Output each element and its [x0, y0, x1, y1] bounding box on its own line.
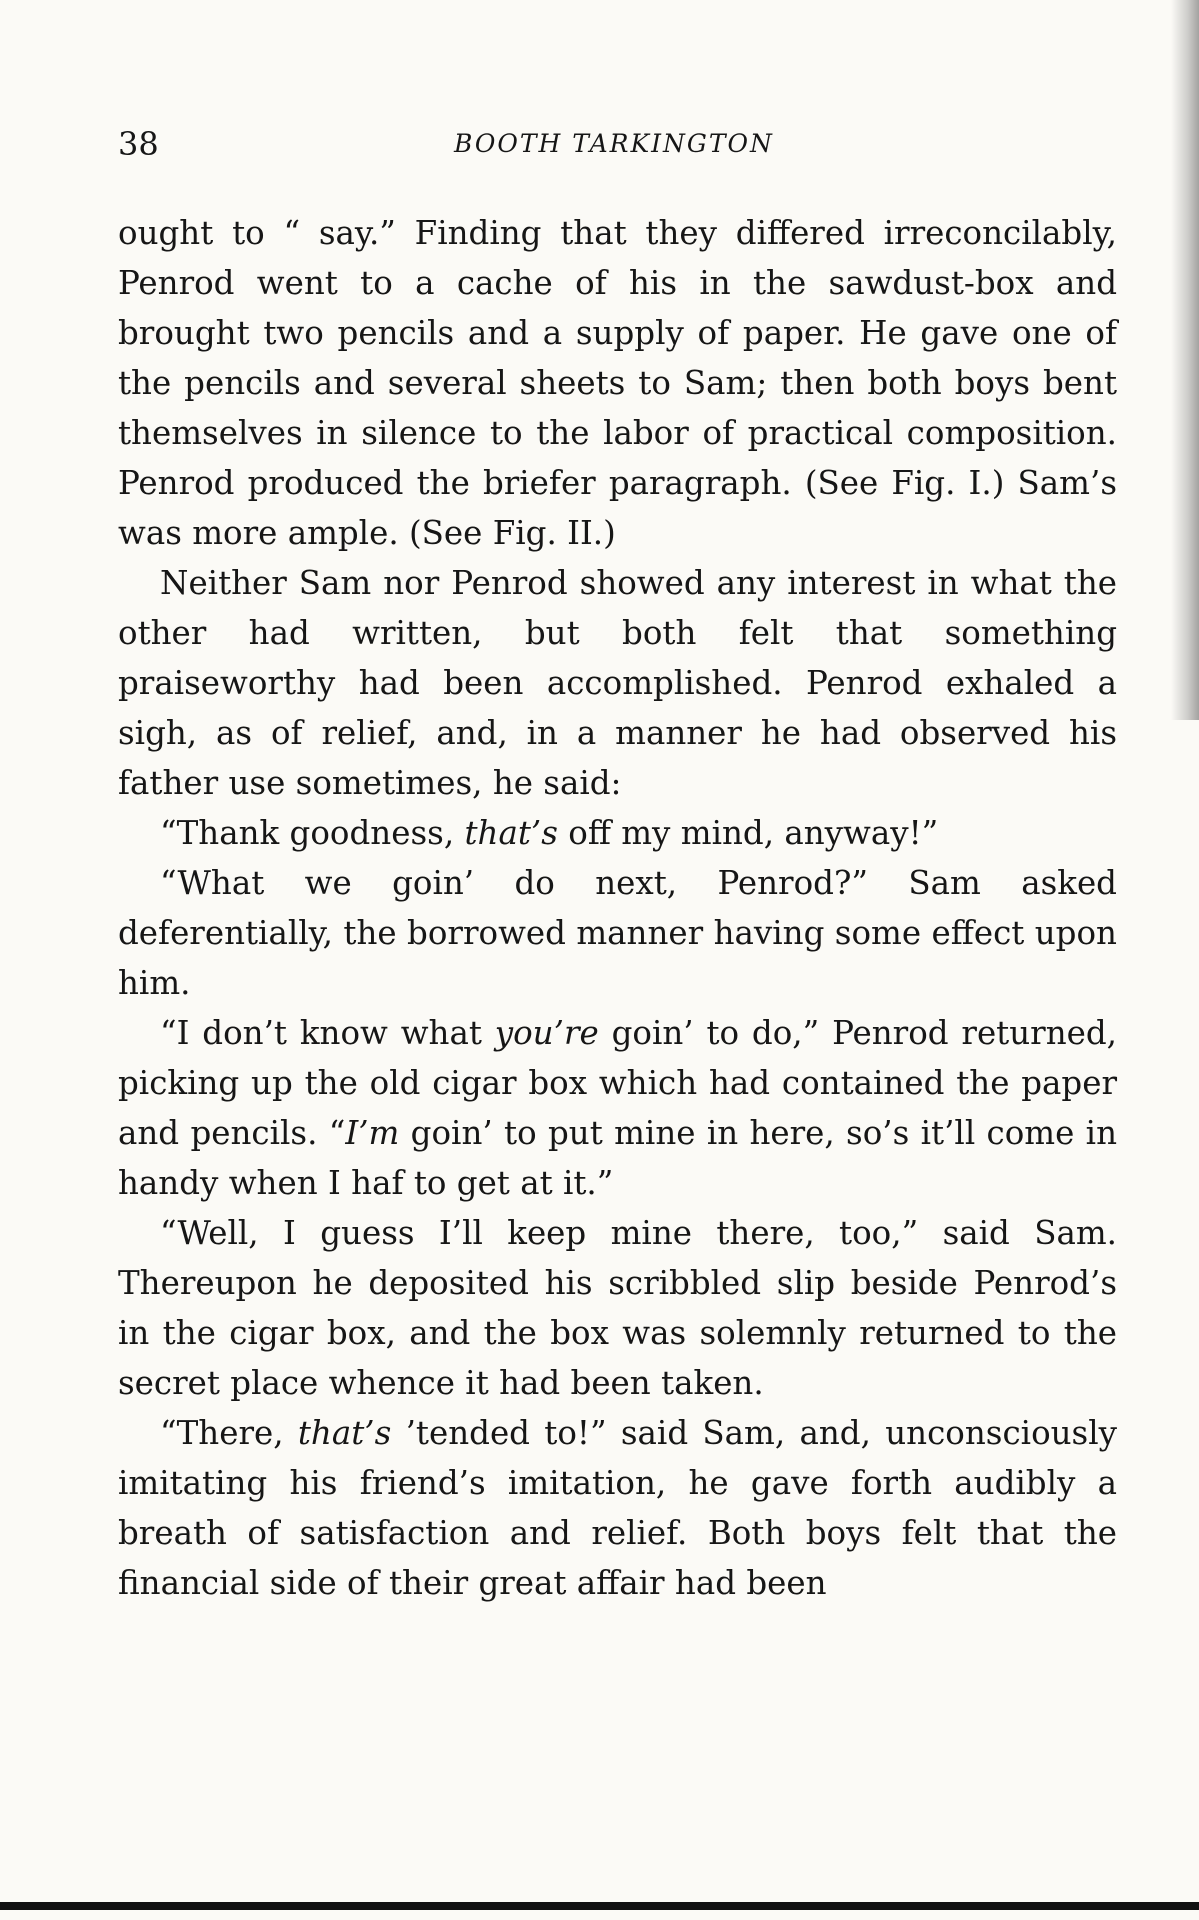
text-run: goin’ to put mine in here, so’s it’ll come in handy when I haf to get at it.” [118, 1114, 1118, 1202]
paragraph [118, 1408, 1117, 1608]
paragraph [118, 208, 1117, 558]
text-run: “I don’t know what [160, 1014, 495, 1052]
text-run: “What we goin’ do next, Penrod?” Sam asked deferentially, the borrowed manner having some effect upon him. [118, 864, 1117, 1002]
running-head: BOOTH TARKINGTON [454, 129, 774, 158]
italic-text: I’m [345, 1114, 400, 1152]
paragraph [118, 858, 1117, 1008]
paragraph [118, 558, 1117, 808]
text-run: ’tended to!” said Sam, and, unconsciously imitating his friend’s imitation, he gave forth audibly a breath of satisfaction and relief. Both boys felt that the financial side of their great affair had been [118, 1414, 1117, 1602]
italic-text: you’re [494, 1014, 599, 1052]
paragraph [118, 808, 1117, 858]
page-header [118, 122, 1110, 166]
text-run: Neither Sam nor Penrod showed any interest in what the other had written, but both felt that something praiseworthy had been accomplished. Penrod exhaled a sigh, as of relief, and, in a manner he had observed his father use sometimes, he said: [118, 564, 1117, 802]
page-edge-shadow [1171, 0, 1199, 720]
italic-text: that’s [297, 1414, 392, 1452]
text-run: “Well, I guess I’ll keep mine there, too,” said Sam. Thereupon he deposited his scribbled slip beside Penrod’s in the cigar box, and the box was solemnly returned to the secret place whence it had been taken. [118, 1214, 1117, 1402]
text-run: “Thank goodness, [160, 814, 465, 852]
page-number: 38 [118, 125, 159, 163]
text-run: off my mind, anyway!” [557, 814, 939, 852]
text-run: “There, [160, 1414, 298, 1452]
paragraph [118, 1208, 1117, 1408]
text-run: goin’ to do,” Penrod returned, picking up the old cigar box which had contained the paper and pencils. “ [118, 1014, 1118, 1152]
bottom-rule [0, 1902, 1199, 1910]
paragraph [118, 1008, 1117, 1208]
text-run: ought to “ say.” Finding that they differed irreconcilably, Penrod went to a cache of his in the sawdust-box and brought two pencils and a supply of paper. He gave one of the pencils and several sheets to Sam; then both boys bent themselves in silence to the labor of practical composition. Penrod produced the briefer paragraph. (See Fig. I.) Sam’s was more ample. (See Fig. II.) [118, 214, 1117, 552]
italic-text: that’s [464, 814, 558, 852]
body-text [118, 208, 1117, 1608]
